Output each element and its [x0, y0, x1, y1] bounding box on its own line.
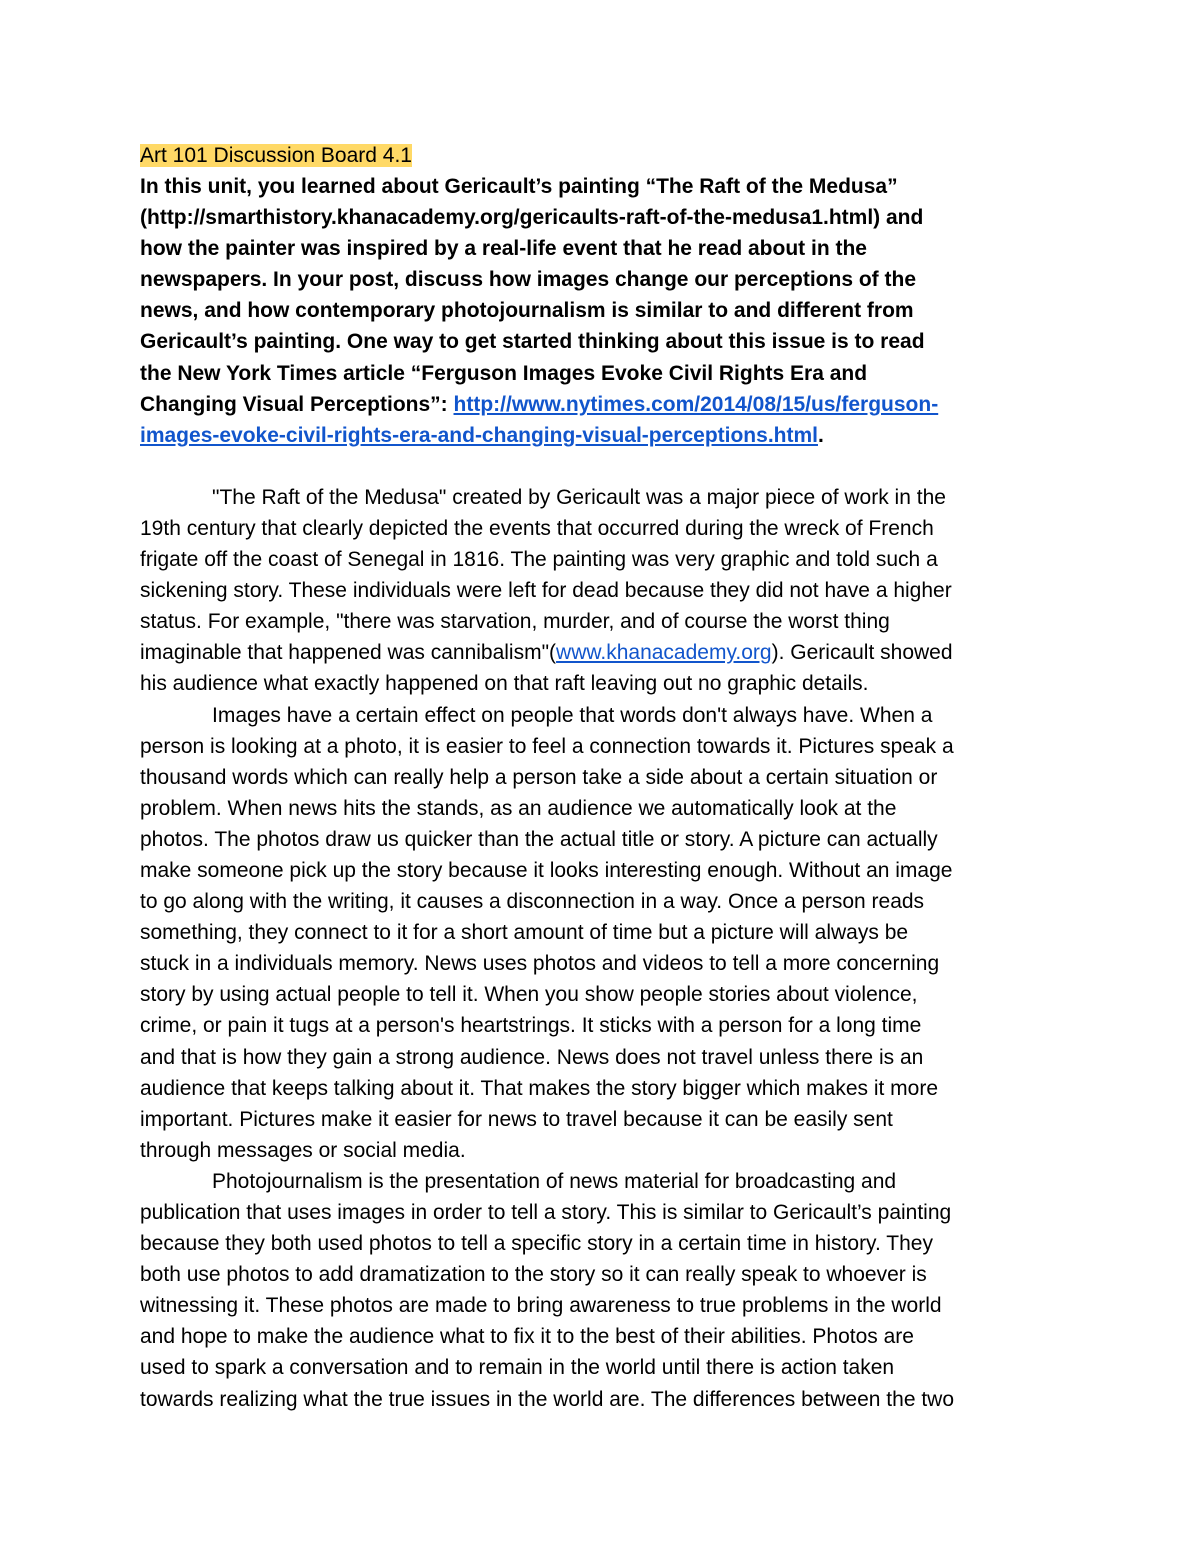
paragraph-1-line: status. For example, "there was starvation, murder, and of course the worst thing: [140, 610, 890, 634]
prompt-line-prefix: Changing Visual Perceptions”:: [140, 392, 454, 416]
citation-suffix: ). Gericault showed: [771, 641, 953, 665]
paragraph-1-line: [140, 637, 1060, 668]
document-title: [140, 140, 1060, 171]
paragraph-3-line: witnessing it. These photos are made to bring awareness to true problems in the world: [140, 1294, 942, 1318]
paragraph-2-line: photos. The photos draw us quicker than the actual title or story. A picture can actually: [140, 827, 938, 851]
paragraph-2-line: and that is how they gain a strong audience. News does not travel unless there is an: [140, 1045, 924, 1069]
prompt-line: news, and how contemporary photojournalism is similar to and different from: [140, 299, 914, 323]
paragraph-3-line: towards realizing what the true issues in the world are. The differences between the two: [140, 1387, 955, 1411]
highlighted-title: Art 101 Discussion Board 4.1: [140, 144, 412, 167]
prompt-line: [140, 420, 1060, 451]
prompt-line: [140, 389, 1060, 420]
paragraph-3-line: and hope to make the audience what to fix it to the best of their abilities. Photos are: [140, 1325, 914, 1349]
paragraph-3-line: both use photos to add dramatization to the story so it can really speak to whoever is: [140, 1263, 927, 1287]
nytimes-article-link-continued[interactable]: images-evoke-civil-rights-era-and-changing-visual-perceptions.html: [140, 423, 818, 447]
paragraph-1-line: sickening story. These individuals were left for dead because they did not have a higher: [140, 579, 952, 603]
paragraph-1-line: "The Raft of the Medusa" created by Gericault was a major piece of work in the: [212, 485, 946, 509]
document-page: [140, 140, 1060, 1415]
paragraph-3-line: publication that uses images in order to tell a story. This is similar to Gericault’s painting: [140, 1201, 952, 1224]
paragraph-2-line: Images have a certain effect on people that words don't always have. When a: [212, 703, 933, 727]
prompt-line: In this unit, you learned about Gericault’s painting “The Raft of the Medusa”: [140, 175, 898, 198]
citation-prefix: imaginable that happened was cannibalism"(: [140, 641, 557, 665]
paragraph-1-line: his audience what exactly happened on that raft leaving out no graphic details.: [140, 672, 869, 696]
paragraph-2-line: thousand words which can really help a person take a side about a certain situation or: [140, 765, 938, 789]
blank-line: [140, 451, 1060, 482]
prompt-line: (http://smarthistory.khanacademy.org/gericaults-raft-of-the-medusa1.html) and: [140, 206, 924, 230]
paragraph-2-line: person is looking at a photo, it is easier to feel a connection towards it. Pictures speak a: [140, 734, 954, 758]
paragraph-3-line: used to spark a conversation and to remain in the world until there is action taken: [140, 1356, 895, 1380]
prompt-period: .: [817, 423, 824, 447]
paragraph-2-line: make someone pick up the story because it looks interesting enough. Without an image: [140, 858, 953, 882]
assignment-prompt: [140, 171, 1060, 451]
essay-body: [140, 482, 1060, 1415]
paragraph-3-line: because they both used photos to tell a specific story in a certain time in history. They: [140, 1232, 933, 1256]
paragraph-1-line: frigate off the coast of Senegal in 1816. The painting was very graphic and told such a: [140, 548, 938, 572]
paragraph-2-line: something, they connect to it for a short amount of time but a picture will always be: [140, 921, 909, 945]
khanacademy-link[interactable]: www.khanacademy.org: [556, 641, 772, 665]
paragraph-2-line: stuck in a individuals memory. News uses photos and videos to tell a more concerning: [140, 952, 940, 976]
prompt-line: how the painter was inspired by a real-life event that he read about in the: [140, 237, 867, 261]
paragraph-2-line: problem. When news hits the stands, as an audience we automatically look at the: [140, 796, 897, 820]
paragraph-2-line: audience that keeps talking about it. That makes the story bigger which makes it more: [140, 1076, 939, 1100]
paragraph-2-line: through messages or social media.: [140, 1138, 466, 1162]
prompt-line: Gericault’s painting. One way to get started thinking about this issue is to read: [140, 330, 925, 354]
paragraph-2-line: story by using actual people to tell it. When you show people stories about violence,: [140, 983, 918, 1007]
paragraph-1-line: 19th century that clearly depicted the events that occurred during the wreck of French: [140, 516, 934, 540]
paragraph-2-line: to go along with the writing, it causes a disconnection in a way. Once a person reads: [140, 890, 925, 914]
paragraph-2-line: important. Pictures make it easier for news to travel because it can be easily sent: [140, 1107, 893, 1131]
prompt-line: the New York Times article “Ferguson Images Evoke Civil Rights Era and: [140, 361, 868, 385]
prompt-line: newspapers. In your post, discuss how images change our perceptions of the: [140, 268, 916, 292]
nytimes-article-link[interactable]: http://www.nytimes.com/2014/08/15/us/ferguson-: [453, 392, 939, 416]
paragraph-2-line: crime, or pain it tugs at a person's heartstrings. It sticks with a person for a long time: [140, 1014, 922, 1038]
paragraph-3-line: Photojournalism is the presentation of news material for broadcasting and: [212, 1169, 897, 1193]
